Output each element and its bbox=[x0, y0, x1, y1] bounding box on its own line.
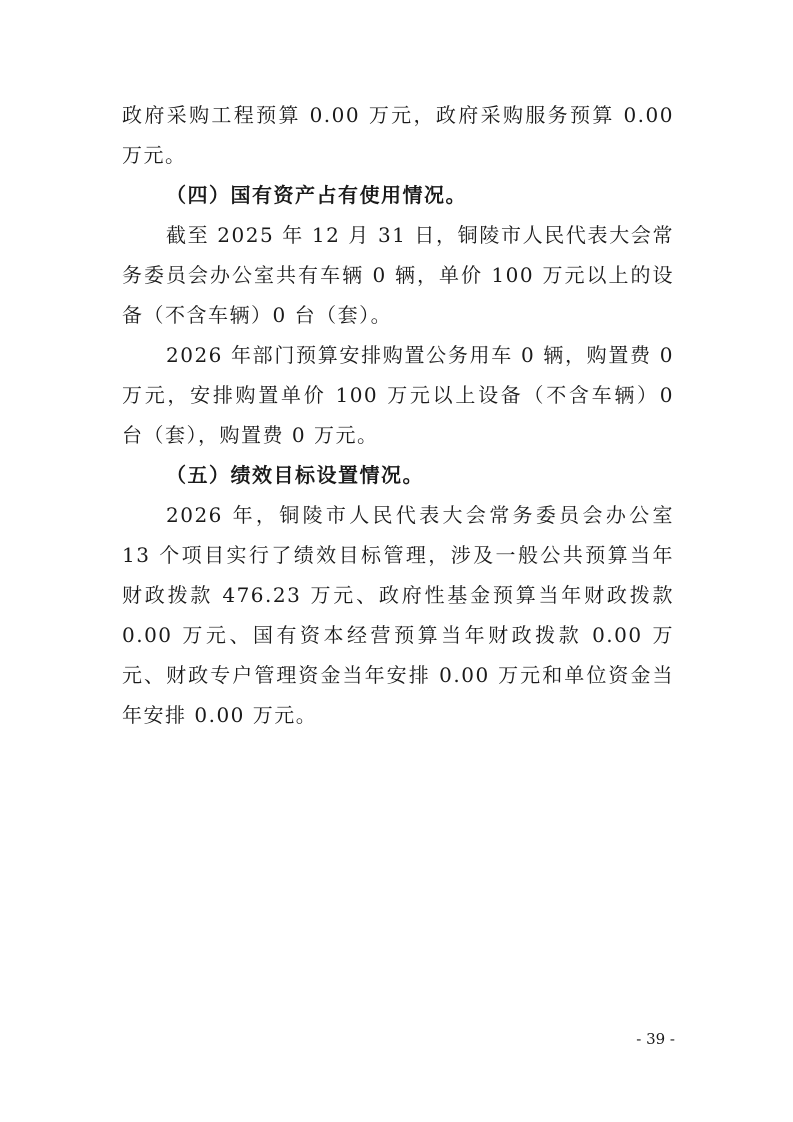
paragraph-vehicles-equipment: 截至 2025 年 12 月 31 日，铜陵市人民代表大会常务委员会办公室共有车辆 0 辆，单价 100 万元以上的设备（不含车辆）0 台（套）。 bbox=[122, 223, 674, 327]
document-body bbox=[122, 95, 674, 735]
section-heading-state-assets: （四）国有资产占有使用情况。 bbox=[166, 183, 467, 207]
section-heading-performance-goals: （五）绩效目标设置情况。 bbox=[166, 463, 424, 487]
paragraph-purchase-plan: 2026 年部门预算安排购置公务用车 0 辆，购置费 0 万元，安排购置单价 100 万元以上设备（不含车辆）0 台（套），购置费 0 万元。 bbox=[122, 343, 674, 447]
page-number: - 39 - bbox=[636, 1030, 675, 1048]
paragraph-procurement-budget: 政府采购工程预算 0.00 万元，政府采购服务预算 0.00 万元。 bbox=[122, 103, 674, 167]
paragraph-performance-management: 2026 年，铜陵市人民代表大会常务委员会办公室 13 个项目实行了绩效目标管理，涉及一般公共预算当年财政拨款 476.23 万元、政府性基金预算当年财政拨款 0.00 万元、国有资本经营预算当年财政拨款 0.00 万元、财政专户管理资金当年安排 0.00 万元和单位资金当年安排 0.00 万元。 bbox=[122, 503, 674, 727]
